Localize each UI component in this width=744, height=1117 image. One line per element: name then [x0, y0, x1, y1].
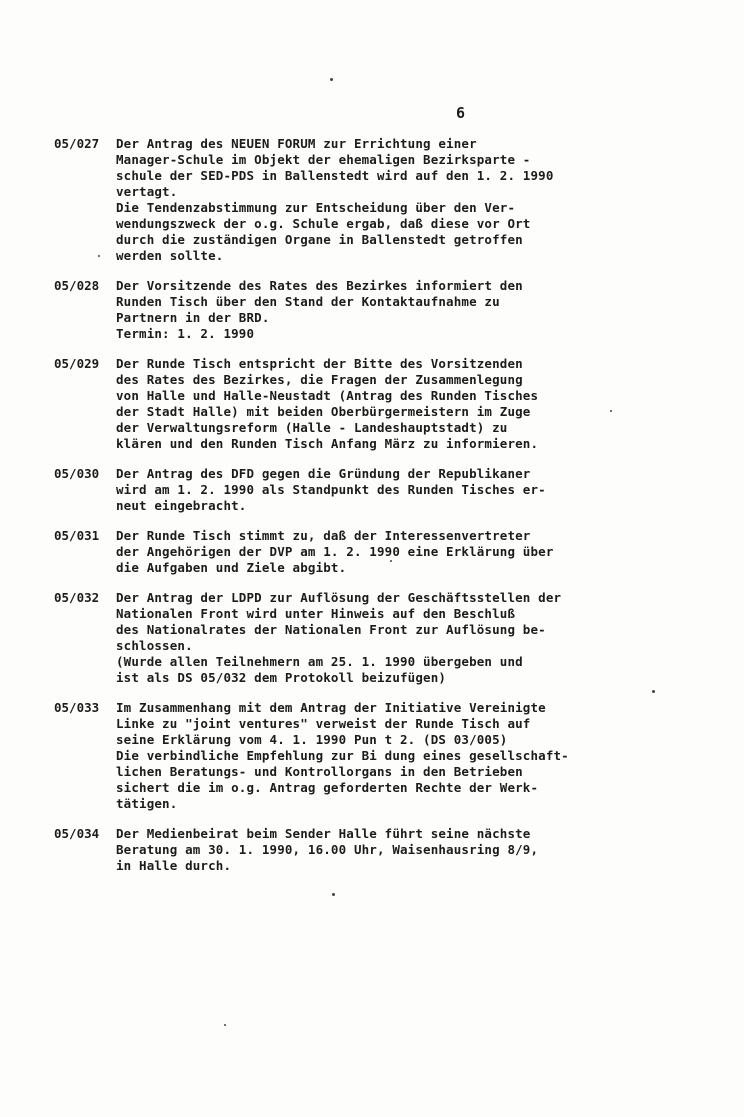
resolution-number: 05/030: [54, 466, 100, 481]
resolution-text: [116, 466, 654, 514]
text-line: der Stadt Halle) mit beiden Oberbürgermeistern im Zuge: [116, 404, 531, 419]
text-line: der Verwaltungsreform (Halle - Landeshauptstadt) zu: [116, 420, 508, 435]
text-line: vertagt.: [116, 184, 178, 199]
resolution-list: [54, 136, 654, 888]
resolution-number: 05/032: [54, 590, 100, 605]
resolution-entry: [54, 590, 654, 686]
scan-speck: [390, 560, 392, 562]
text-line: wird am 1. 2. 1990 als Standpunkt des Runden Tisches er-: [116, 482, 546, 497]
resolution-number: 05/034: [54, 826, 100, 841]
text-line: der Angehörigen der DVP am 1. 2. 1990 eine Erklärung über: [116, 544, 554, 559]
text-line: Die verbindliche Empfehlung zur Bi dung eines gesellschaft-: [116, 748, 569, 763]
text-line: Beratung am 30. 1. 1990, 16.00 Uhr, Waisenhausring 8/9,: [116, 842, 539, 857]
page-number: 6: [456, 104, 466, 122]
text-line: Im Zusammenhang mit dem Antrag der Initiative Vereinigte: [116, 700, 546, 715]
text-line: neut eingebracht.: [116, 498, 247, 513]
resolution-number: 05/028: [54, 278, 100, 293]
text-line: Der Vorsitzende des Rates des Bezirkes informiert den: [116, 278, 523, 293]
resolution-entry: [54, 278, 654, 342]
text-line: sichert die im o.g. Antrag geforderten Rechte der Werk-: [116, 780, 539, 795]
resolution-number: 05/029: [54, 356, 100, 371]
text-line: Runden Tisch über den Stand der Kontaktaufnahme zu: [116, 294, 500, 309]
scan-speck: [330, 78, 333, 81]
text-line: Der Medienbeirat beim Sender Halle führt seine nächste: [116, 826, 531, 841]
resolution-text: [116, 136, 654, 264]
scan-speck: [98, 255, 100, 257]
text-line: durch die zuständigen Organe in Ballenstedt getroffen: [116, 232, 523, 247]
text-line: von Halle und Halle-Neustadt (Antrag des Runden Tisches: [116, 388, 539, 403]
resolution-entry: [54, 136, 654, 264]
resolution-number: 05/033: [54, 700, 100, 715]
resolution-text: [116, 700, 654, 812]
text-line: Der Runde Tisch entspricht der Bitte des Vorsitzenden: [116, 356, 523, 371]
resolution-text: [116, 278, 654, 342]
resolution-entry: [54, 826, 654, 874]
text-line: lichen Beratungs- und Kontrollorgans in den Betrieben: [116, 764, 523, 779]
text-line: schlossen.: [116, 638, 193, 653]
scan-speck: [224, 1024, 226, 1026]
text-line: Der Antrag des DFD gegen die Gründung der Republikaner: [116, 466, 531, 481]
text-line: Der Runde Tisch stimmt zu, daß der Interessenvertreter: [116, 528, 531, 543]
text-line: Termin: 1. 2. 1990: [116, 326, 255, 341]
text-line: klären und den Runden Tisch Anfang März zu informieren.: [116, 436, 539, 451]
text-line: Partnern in der BRD.: [116, 310, 270, 325]
text-line: schule der SED-PDS in Ballenstedt wird auf den 1. 2. 1990: [116, 168, 554, 183]
text-line: in Halle durch.: [116, 858, 232, 873]
resolution-number: 05/031: [54, 528, 100, 543]
scan-speck: [652, 690, 655, 693]
text-line: seine Erklärung vom 4. 1. 1990 Pun t 2. (DS 03/005): [116, 732, 508, 747]
text-line: des Nationalrates der Nationalen Front zur Auflösung be-: [116, 622, 546, 637]
resolution-entry: [54, 528, 654, 576]
text-line: werden sollte.: [116, 248, 224, 263]
text-line: wendungszweck der o.g. Schule ergab, daß diese vor Ort: [116, 216, 531, 231]
resolution-text: [116, 590, 654, 686]
scan-speck: [610, 410, 612, 412]
text-line: Der Antrag der LDPD zur Auflösung der Geschäftsstellen der: [116, 590, 562, 605]
resolution-entry: [54, 700, 654, 812]
text-line: des Rates des Bezirkes, die Fragen der Zusammenlegung: [116, 372, 523, 387]
resolution-number: 05/027: [54, 136, 100, 151]
resolution-text: [116, 826, 654, 874]
resolution-entry: [54, 466, 654, 514]
scan-speck: [332, 893, 335, 896]
resolution-text: [116, 528, 654, 576]
resolution-entry: [54, 356, 654, 452]
text-line: Der Antrag des NEUEN FORUM zur Errichtung einer: [116, 136, 477, 151]
text-line: die Aufgaben und Ziele abgibt.: [116, 560, 347, 575]
text-line: tätigen.: [116, 796, 178, 811]
text-line: Manager-Schule im Objekt der ehemaligen Bezirksparte -: [116, 152, 531, 167]
resolution-text: [116, 356, 654, 452]
text-line: Nationalen Front wird unter Hinweis auf den Beschluß: [116, 606, 516, 621]
text-line: Linke zu "joint ventures" verweist der Runde Tisch auf: [116, 716, 531, 731]
text-line: Die Tendenzabstimmung zur Entscheidung über den Ver-: [116, 200, 516, 215]
text-line: ist als DS 05/032 dem Protokoll beizufügen): [116, 670, 447, 685]
text-line: (Wurde allen Teilnehmern am 25. 1. 1990 übergeben und: [116, 654, 523, 669]
